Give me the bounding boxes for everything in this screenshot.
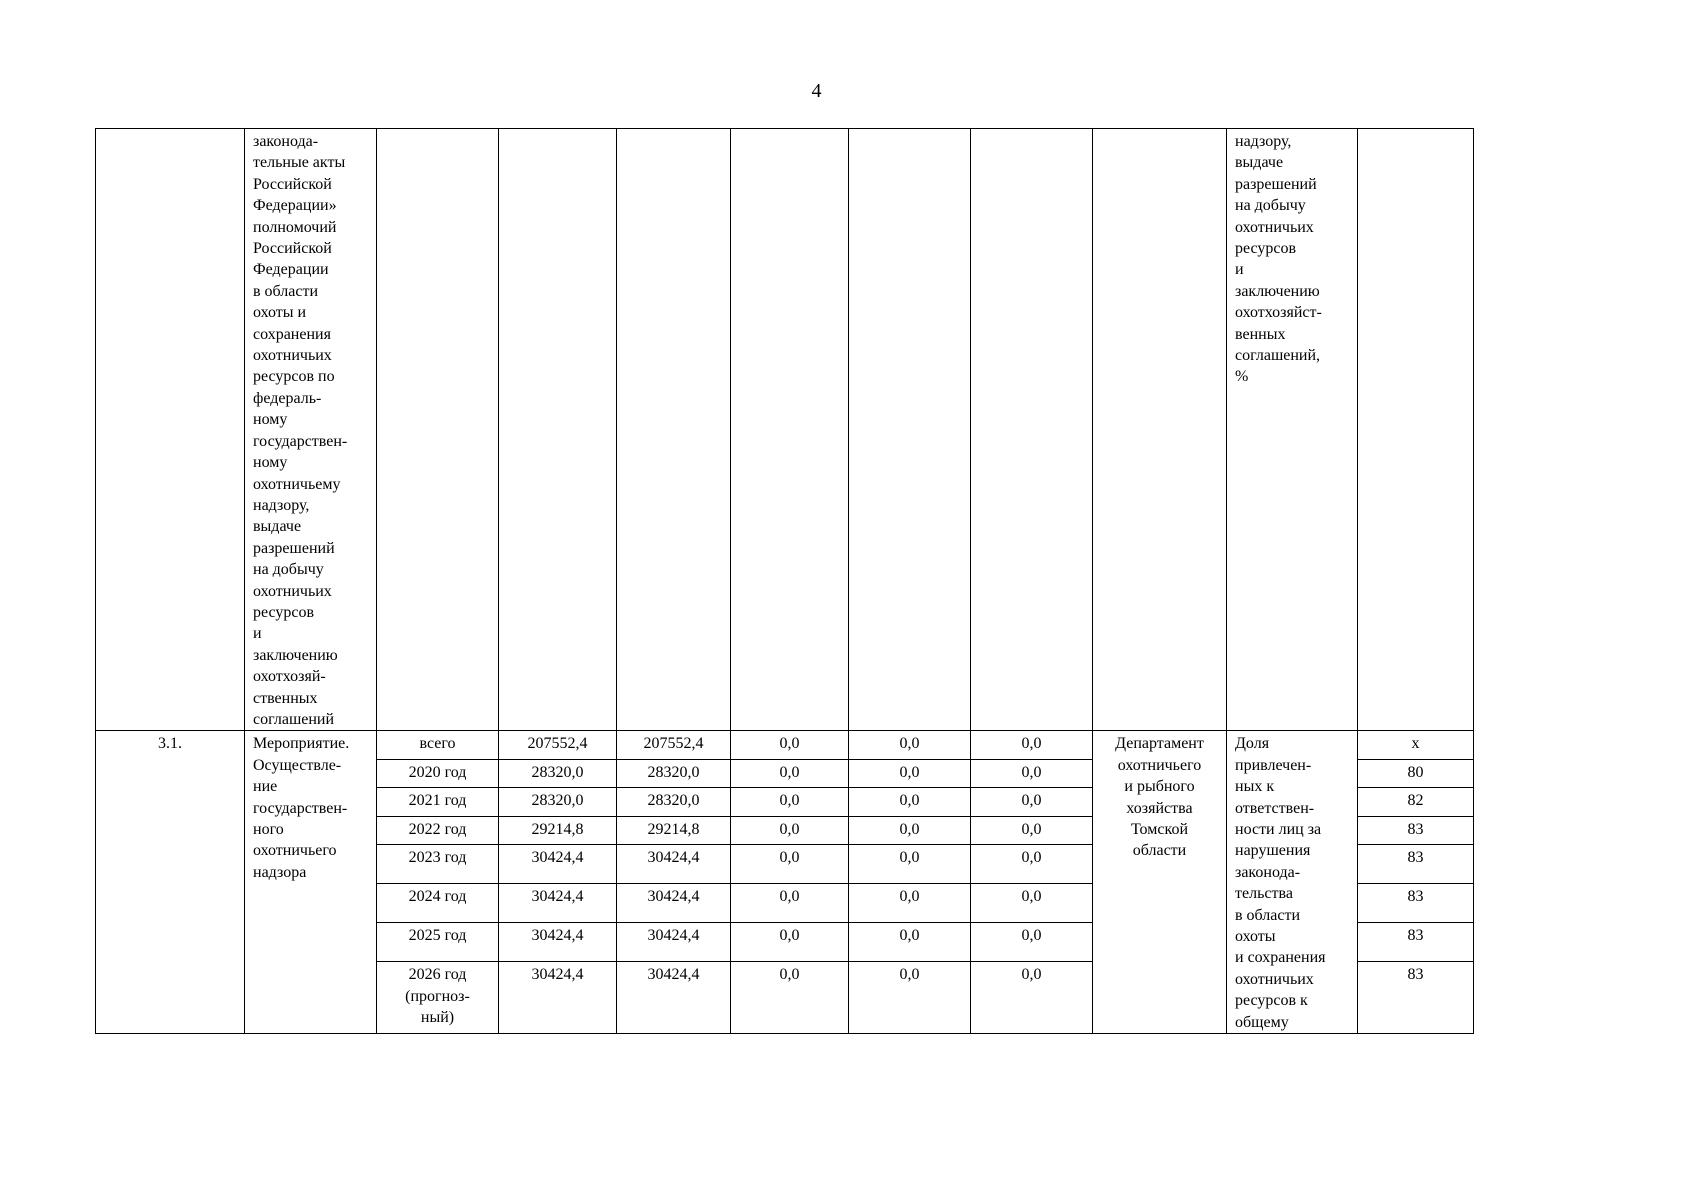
cell-local: 0,0 (849, 788, 971, 816)
cell-other: 0,0 (971, 884, 1093, 923)
cell-other-empty (971, 129, 1093, 731)
cell-regional: 0,0 (731, 845, 849, 884)
cell-indicator-value: 80 (1358, 759, 1474, 787)
cell-indicator: Доля привлечен- ных к ответствен- ности лиц за нарушения законода- тельства в области охоты и сохранения охотничьих ресурсов к общему (1227, 731, 1358, 1034)
cell-measure-number: 3.1. (96, 731, 245, 1034)
cell-federal: 30424,4 (617, 962, 731, 1034)
cell-regional: 0,0 (731, 759, 849, 787)
cell-local-empty (849, 129, 971, 731)
cell-local: 0,0 (849, 731, 971, 759)
cell-period: 2025 год (377, 923, 499, 962)
cell-indicator-value: 83 (1358, 923, 1474, 962)
cell-local: 0,0 (849, 845, 971, 884)
cell-local: 0,0 (849, 884, 971, 923)
cell-federal: 29214,8 (617, 816, 731, 844)
cell-federal: 30424,4 (617, 845, 731, 884)
cell-federal: 30424,4 (617, 884, 731, 923)
cell-regional: 0,0 (731, 884, 849, 923)
cell-total: 207552,4 (499, 731, 617, 759)
cell-period: 2024 год (377, 884, 499, 923)
cell-period-empty (377, 129, 499, 731)
cell-total: 28320,0 (499, 759, 617, 787)
cell-local: 0,0 (849, 759, 971, 787)
cell-federal: 30424,4 (617, 923, 731, 962)
cell-federal: 207552,4 (617, 731, 731, 759)
cell-federal: 28320,0 (617, 759, 731, 787)
cell-period: 2021 год (377, 788, 499, 816)
cell-local: 0,0 (849, 816, 971, 844)
cell-regional: 0,0 (731, 816, 849, 844)
program-table (95, 128, 1474, 1034)
cell-indicator-value: 83 (1358, 962, 1474, 1034)
cell-other: 0,0 (971, 759, 1093, 787)
cell-federal: 28320,0 (617, 788, 731, 816)
cell-other: 0,0 (971, 816, 1093, 844)
cell-other: 0,0 (971, 962, 1093, 1034)
table-row (96, 731, 1474, 759)
cell-total: 29214,8 (499, 816, 617, 844)
cell-executor: Департамент охотничьего и рыбного хозяйства Томской области (1093, 731, 1227, 1034)
cell-regional: 0,0 (731, 923, 849, 962)
cell-total: 30424,4 (499, 845, 617, 884)
cell-indicator-value: 83 (1358, 816, 1474, 844)
cell-indicator-value: х (1358, 731, 1474, 759)
cell-regional: 0,0 (731, 788, 849, 816)
cell-local: 0,0 (849, 962, 971, 1034)
cell-regional: 0,0 (731, 731, 849, 759)
cell-indicator-value: 83 (1358, 845, 1474, 884)
cell-number-empty (96, 129, 245, 731)
cell-period: 2020 год (377, 759, 499, 787)
cell-indicator-continued: надзору, выдаче разрешений на добычу охотничьих ресурсов и заключению охотхозяйст- венных соглашений, % (1227, 129, 1358, 731)
cell-total-empty (499, 129, 617, 731)
cell-total: 30424,4 (499, 962, 617, 1034)
cell-indicator-value: 82 (1358, 788, 1474, 816)
cell-regional: 0,0 (731, 962, 849, 1034)
cell-other: 0,0 (971, 788, 1093, 816)
cell-executor-empty (1093, 129, 1227, 731)
cell-other: 0,0 (971, 845, 1093, 884)
cell-total: 28320,0 (499, 788, 617, 816)
cell-local: 0,0 (849, 923, 971, 962)
cell-period: всего (377, 731, 499, 759)
page-number: 4 (811, 80, 822, 102)
continuation-row (96, 129, 1474, 731)
cell-period: 2023 год (377, 845, 499, 884)
cell-value-empty (1358, 129, 1474, 731)
cell-federal-empty (617, 129, 731, 731)
cell-total: 30424,4 (499, 923, 617, 962)
cell-measure-name-continued: законода- тельные акты Российской Федерации» полномочий Российской Федерации в области охоты и сохранения охотничьих ресурсов по федераль- ному государствен- ному охотничьему надзору, выдаче разрешений на добычу охотничьих ресурсов и заключению охотхозяй- ственных соглашений (245, 129, 377, 731)
cell-measure-name: Мероприятие. Осуществле- ние государствен- ного охотничьего надзора (245, 731, 377, 1034)
cell-total: 30424,4 (499, 884, 617, 923)
cell-regional-empty (731, 129, 849, 731)
cell-period: 2022 год (377, 816, 499, 844)
cell-other: 0,0 (971, 923, 1093, 962)
cell-other: 0,0 (971, 731, 1093, 759)
cell-period: 2026 год (прогноз- ный) (377, 962, 499, 1034)
cell-indicator-value: 83 (1358, 884, 1474, 923)
